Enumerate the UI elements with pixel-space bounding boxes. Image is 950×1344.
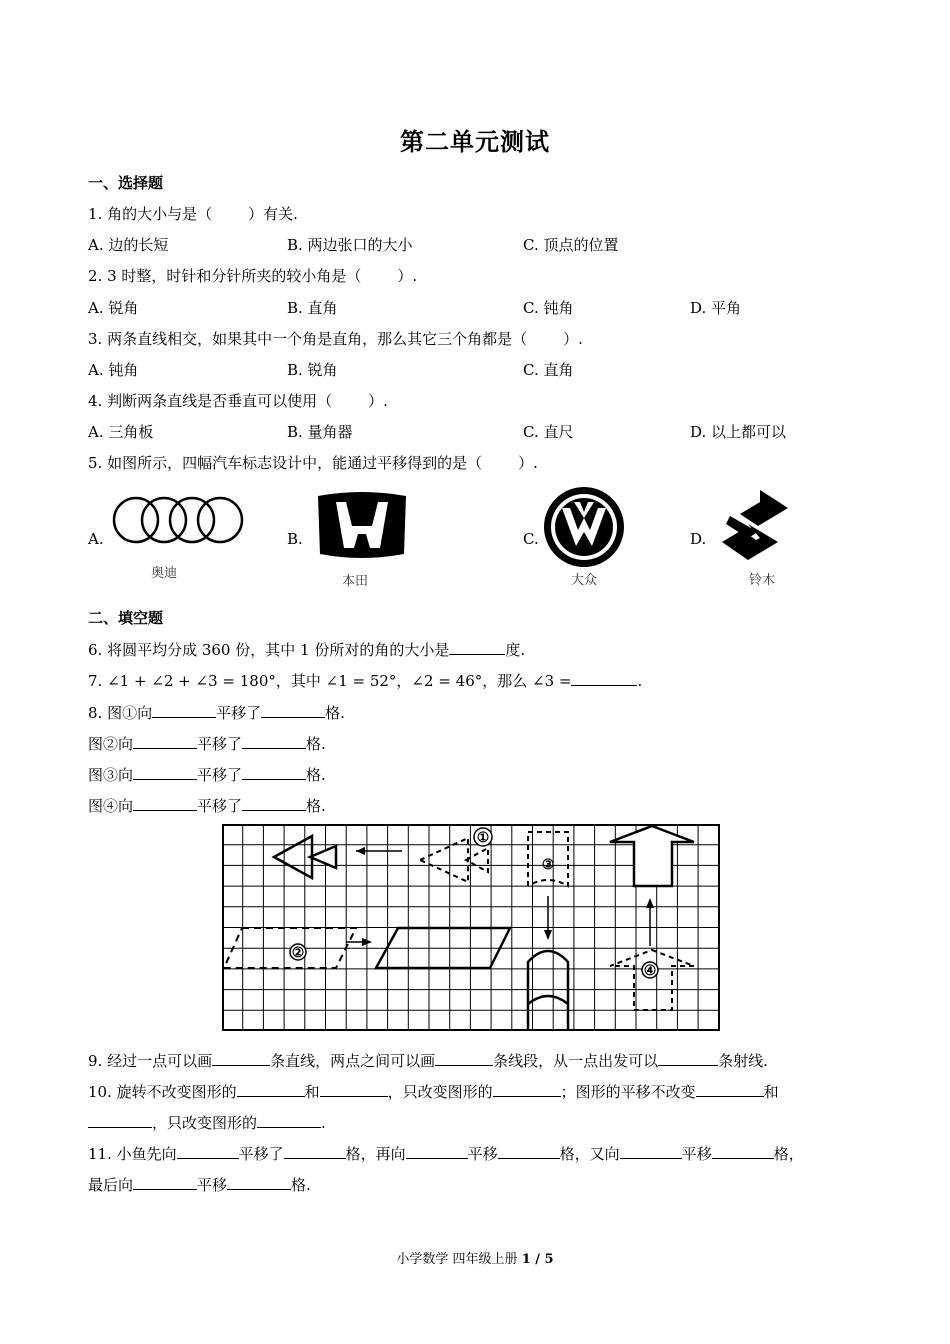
answer-blank[interactable] [152, 703, 216, 718]
q5-option-d: D. [690, 530, 707, 548]
question-7 [88, 670, 642, 691]
q8-label: 图④向 [88, 797, 134, 815]
q10-text: 10. 旋转不改变图形的 [88, 1083, 237, 1101]
answer-blank[interactable] [227, 1175, 291, 1190]
question-7-pre: 7. ∠1 + ∠2 + ∠3 = 180°，其中 ∠1 = 52°，∠2 = 46°，那么 ∠3 = [88, 672, 572, 690]
answer-blank[interactable] [571, 671, 637, 686]
question-8-line-4 [88, 795, 326, 816]
answer-blank[interactable] [435, 1051, 493, 1066]
q11-text: 最后向 [88, 1176, 134, 1194]
volkswagen-logo-icon [544, 487, 624, 567]
q11-text: 平移 [467, 1145, 498, 1163]
figure-1-label: ① [476, 830, 490, 846]
suzuki-logo-icon [722, 490, 788, 560]
figure-4-label: ④ [643, 963, 657, 979]
question-9 [88, 1050, 768, 1071]
question-2-tail: ）. [397, 267, 418, 285]
q1-option-b: B. 两边张口的大小 [287, 236, 413, 254]
answer-blank[interactable] [257, 1113, 321, 1128]
q11-text: 格，再向 [345, 1145, 406, 1163]
arrowhead-up-icon [646, 898, 654, 908]
q11-text: 11. 小鱼先向 [88, 1145, 177, 1163]
q11-text: 格. [291, 1176, 311, 1194]
question-5-tail: ）. [518, 454, 538, 472]
q9-text: 条线段，从一点出发可以 [493, 1052, 659, 1070]
question-5-stem: 5. 如图所示，四幅汽车标志设计中，能通过平移得到的是（ [88, 454, 483, 472]
q11-text: 格， [773, 1145, 804, 1163]
answer-blank[interactable] [237, 1082, 305, 1097]
section-choice-heading: 一、选择题 [88, 174, 164, 192]
q10-text: ，只改变图形的 [152, 1114, 258, 1132]
section-fill-heading: 二、填空题 [88, 609, 164, 627]
figure-3-solid [528, 951, 568, 1030]
q8-label: 8. 图①向 [88, 704, 153, 722]
question-3-tail: ）. [563, 330, 583, 348]
question-3-stem: 3. 两条直线相交，如果其中一个角是直角，那么其它三个角都是（ [88, 330, 528, 348]
question-6 [88, 639, 525, 660]
q10-text: 和 [763, 1083, 779, 1101]
question-8-line-2 [88, 733, 326, 754]
answer-blank[interactable] [88, 1113, 152, 1128]
q8-text: 平移了 [197, 797, 243, 815]
arrowhead-left-icon [356, 847, 365, 855]
answer-blank[interactable] [620, 1144, 682, 1159]
q3-option-b: B. 锐角 [287, 361, 338, 379]
footer-text: 小学数学 四年级上册 [396, 1252, 518, 1267]
question-11-line-2 [88, 1174, 311, 1195]
q1-option-c: C. 顶点的位置 [523, 236, 619, 254]
answer-blank[interactable] [261, 703, 325, 718]
question-2 [88, 265, 417, 286]
q8-text: 格. [306, 797, 326, 815]
q8-text: 平移了 [197, 735, 243, 753]
q3-option-a: A. 钝角 [88, 361, 139, 379]
answer-blank[interactable] [133, 734, 197, 749]
answer-blank[interactable] [284, 1144, 346, 1159]
q8-label: 图③向 [88, 766, 134, 784]
answer-blank[interactable] [242, 765, 306, 780]
answer-blank[interactable] [406, 1144, 468, 1159]
honda-logo-icon [318, 492, 406, 558]
figure-4-dashed [610, 950, 694, 1010]
q8-text: 平移了 [216, 704, 262, 722]
q4-option-a: A. 三角板 [88, 423, 154, 441]
page-number: 1 / 5 [521, 1252, 554, 1267]
question-1-stem: 1. 角的大小与是（ [88, 205, 213, 223]
q3-option-c: C. 直角 [523, 361, 574, 379]
q8-label: 图②向 [88, 735, 134, 753]
answer-blank[interactable] [133, 796, 197, 811]
question-10-line-2 [88, 1112, 326, 1133]
question-6-pre: 6. 将圆平均分成 360 份，其中 1 份所对的角的大小是 [88, 641, 450, 659]
answer-blank[interactable] [498, 1144, 560, 1159]
logo-a-label: 奥迪 [150, 566, 178, 581]
answer-blank[interactable] [212, 1051, 270, 1066]
question-5 [88, 452, 538, 473]
q8-text: 格. [306, 735, 326, 753]
q9-text: 条射线. [718, 1052, 768, 1070]
page-footer [0, 1248, 950, 1267]
question-1-tail: ）有关. [248, 205, 298, 223]
q10-text: ，只改变图形的 [387, 1083, 493, 1101]
answer-blank[interactable] [320, 1082, 388, 1097]
answer-blank[interactable] [242, 796, 306, 811]
figure-2-label: ② [291, 945, 305, 961]
q9-text: 条直线，两点之间可以画 [270, 1052, 436, 1070]
audi-logo-icon [114, 498, 242, 542]
answer-blank[interactable] [242, 734, 306, 749]
q4-option-d: D. 以上都可以 [690, 423, 787, 441]
question-3 [88, 328, 583, 349]
question-4-stem: 4. 判断两条直线是否垂直可以使用（ [88, 392, 333, 410]
answer-blank[interactable] [449, 640, 505, 655]
question-11-line-1 [88, 1143, 804, 1164]
question-7-post: . [637, 672, 643, 690]
q4-option-c: C. 直尺 [523, 423, 574, 441]
answer-blank[interactable] [133, 765, 197, 780]
answer-blank[interactable] [493, 1082, 561, 1097]
question-10-line-1 [88, 1081, 779, 1102]
answer-blank[interactable] [696, 1082, 764, 1097]
car-logos-figure [0, 480, 950, 590]
q10-text: . [321, 1114, 326, 1132]
figure-4-solid [610, 826, 694, 886]
answer-blank[interactable] [658, 1051, 718, 1066]
translation-grid-figure [222, 824, 722, 1032]
question-8-line-3 [88, 764, 326, 785]
q5-option-a: A. [88, 530, 104, 548]
logo-d-label: 铃木 [748, 573, 776, 588]
q2-option-b: B. 直角 [287, 299, 338, 317]
answer-blank[interactable] [133, 1175, 197, 1190]
question-4 [88, 390, 388, 411]
q5-option-b: B. [287, 530, 303, 548]
q11-text: 平移了 [238, 1145, 284, 1163]
q8-text: 平移了 [197, 766, 243, 784]
figure-3-label: ③ [541, 857, 555, 873]
q11-text: 平移 [681, 1145, 712, 1163]
q4-option-b: B. 量角器 [287, 423, 353, 441]
page-title: 第二单元测试 [400, 127, 550, 156]
q9-text: 9. 经过一点可以画 [88, 1052, 213, 1070]
q10-text: 和 [304, 1083, 320, 1101]
question-4-tail: ）. [368, 392, 388, 410]
arrowhead-down-icon [544, 930, 552, 940]
q11-text: 平移 [197, 1176, 228, 1194]
question-2-stem: 2. 3 时整，时针和分针所夹的较小角是（ [88, 267, 362, 285]
question-8-line-1 [88, 702, 345, 723]
q5-option-c: C. [523, 530, 539, 548]
q2-option-c: C. 钝角 [523, 299, 574, 317]
question-6-post: 度. [505, 641, 526, 659]
q8-text: 格. [306, 766, 326, 784]
q1-option-a: A. 边的长短 [88, 236, 169, 254]
logo-b-label: 本田 [341, 574, 369, 589]
question-1 [88, 203, 298, 224]
q10-text: ；图形的平移不改变 [560, 1083, 696, 1101]
q8-text: 格. [325, 704, 345, 722]
q11-text: 格，又向 [559, 1145, 620, 1163]
answer-blank[interactable] [177, 1144, 239, 1159]
q2-option-a: A. 锐角 [88, 299, 139, 317]
answer-blank[interactable] [712, 1144, 774, 1159]
q2-option-d: D. 平角 [690, 299, 742, 317]
logo-c-label: 大众 [570, 573, 598, 588]
